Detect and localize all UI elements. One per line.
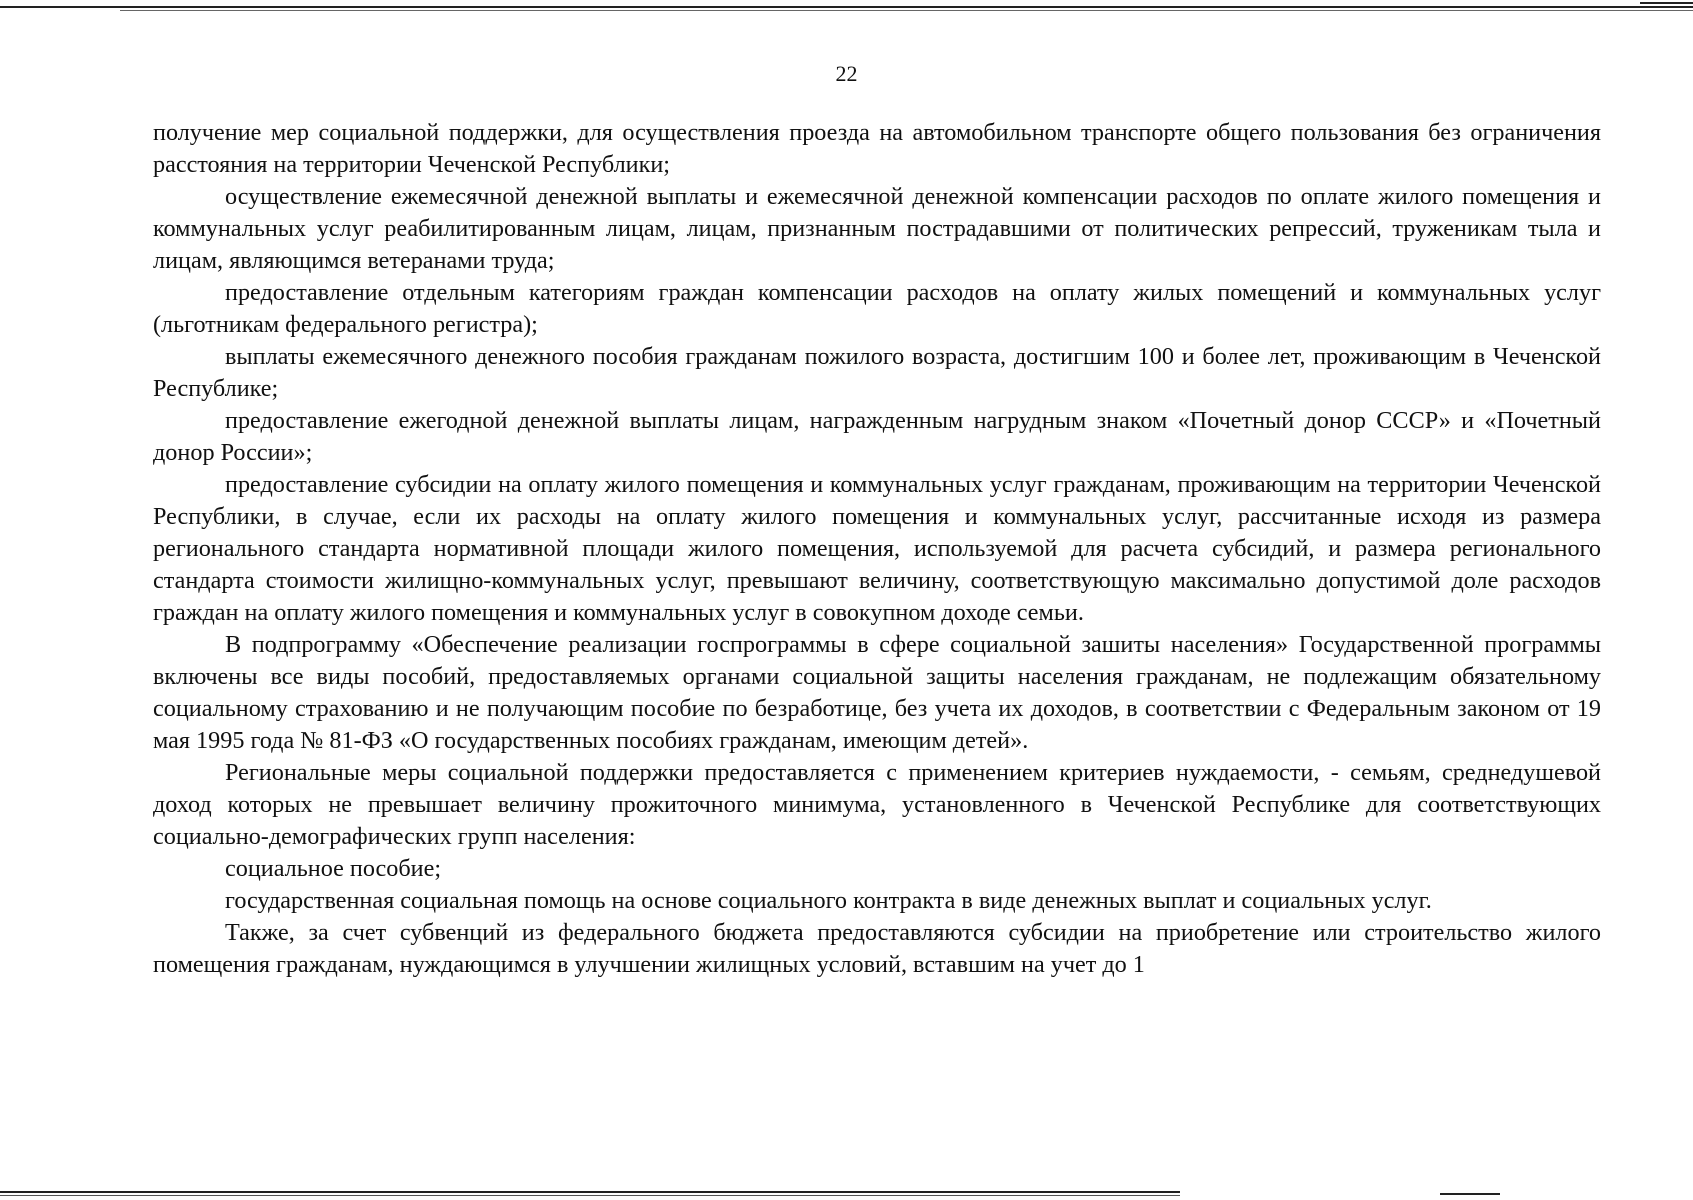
paragraph-housing-compensation: предоставление отдельным категориям граждан компенсации расходов на оплату жилых помещений и коммунальных услуг (льготникам федерального регистра); <box>153 279 1601 338</box>
paragraph-subprogram: В подпрограмму «Обеспечение реализации госпрограммы в сфере социальной зашиты населения» Государственной программы включены все виды пособий, предоставляемых органами социальной защиты населения гражданам, не подлежащим обязательному социальному страхованию и не получающим пособие по безработице, без учета их доходов, в соответствии с Федеральным законом от 19 мая 1995 года № 81-ФЗ «О государственных пособиях гражданам, имеющим детей». <box>153 631 1601 754</box>
paragraph-social-contract: государственная социальная помощь на основе социального контракта в виде денежных выплат и социальных услуг. <box>225 887 1432 914</box>
paragraph-elderly-allowance: выплаты ежемесячного денежного пособия гражданам пожилого возраста, достигшим 100 и более лет, проживающим в Чеченской Республике; <box>153 343 1601 402</box>
scan-mark-top-right <box>1640 2 1693 4</box>
paragraph-donor-payment: предоставление ежегодной денежной выплаты лицам, награжденным нагрудным знаком «Почетный донор СССР» и «Почетный донор России»; <box>153 407 1601 466</box>
paragraph-social-allowance: социальное пособие; <box>225 855 442 882</box>
scan-border-top <box>0 6 1693 8</box>
scan-border-bottom-secondary <box>0 1195 1180 1196</box>
paragraph-federal-subventions: Также, за счет субвенций из федерального бюджета предоставляются субсидии на приобретение или строительство жилого помещения гражданам, нуждающимся в улучшении жилищных условий, вставшим на учет до 1 <box>153 919 1601 978</box>
paragraph-housing-subsidy: предоставление субсидии на оплату жилого помещения и коммунальных услуг гражданам, проживающим на территории Чеченской Республики, в случае, если их расходы на оплату жилого помещения и коммунальных услуг, рассчитанные исходя из размера регионального стандарта нормативной площади жилого помещения, используемой для расчета субсидий, и размера регионального стандарта стоимости жилищно-коммунальных услуг, превышают величину, соответствующую максимально допустимой доле расходов граждан на оплату жилого помещения и коммунальных услуг в совокупном доходе семьи. <box>153 471 1601 626</box>
scan-border-top-secondary <box>120 10 1693 11</box>
scan-border-bottom <box>0 1191 1180 1193</box>
paragraph-monthly-payment: осуществление ежемесячной денежной выплаты и ежемесячной денежной компенсации расходов по оплате жилого помещения и коммунальных услуг реабилитированным лицам, лицам, признанным пострадавшими от политических репрессий, труженикам тыла и лицам, являющимся ветеранами труда; <box>153 183 1601 274</box>
document-body <box>153 117 1601 981</box>
paragraph-transport-support: получение мер социальной поддержки, для осуществления проезда на автомобильном транспорте общего пользования без ограничения расстояния на территории Чеченской Республики; <box>153 119 1601 178</box>
paragraph-regional-measures: Региональные меры социальной поддержки предоставляется с применением критериев нуждаемости, - семьям, среднедушевой доход которых не превышает величину прожиточного минимума, установленного в Чеченской Республике для соответствующих социально-демографических групп населения: <box>153 759 1601 850</box>
scan-mark-bottom-right <box>1440 1193 1500 1195</box>
page-number: 22 <box>835 61 858 86</box>
